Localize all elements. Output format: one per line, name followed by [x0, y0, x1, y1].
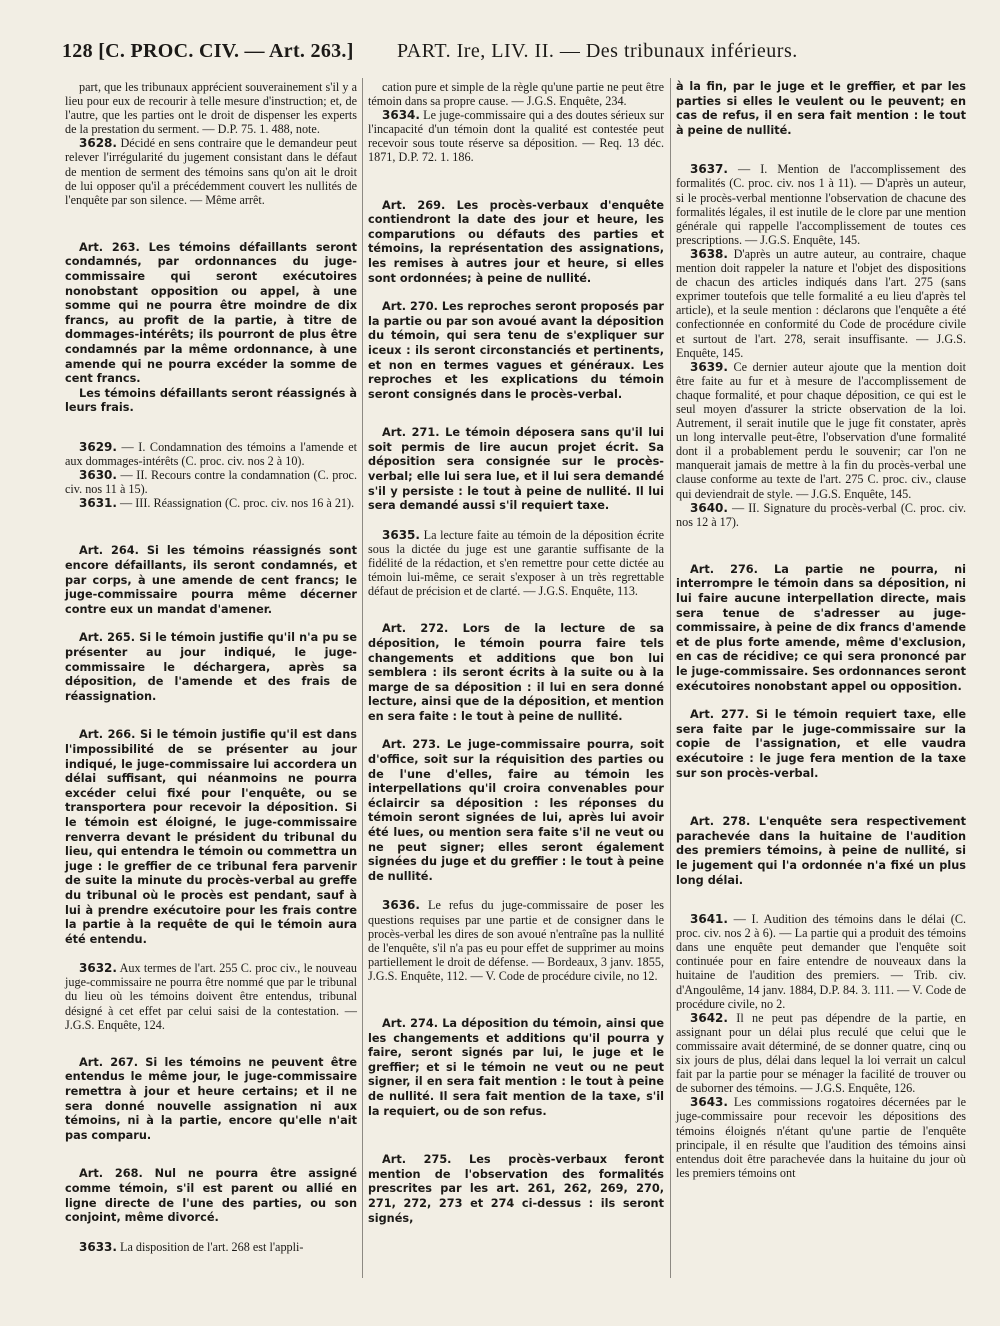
paragraph-text: Art. 265. Si le témoin justifie qu'il n'a pu se présenter au jour indiqué, le juge-commissaire le déchargera, après sa déposition, de l'amende et des frais de réassignation. [65, 631, 357, 703]
paragraph-text: Art. 273. Le juge-commissaire pourra, soit d'office, soit sur la réquisition des parties ou de l'une d'elles, faire au témoin les interpellations qu'il croira convenables pour éclaircir sa déposition : les réponses du témoin seront signées de lui, après lui avoir été lues, ou mention sera faite s'il ne veut ou ne peut signer; elles seront également signées du juge et du greffier : le tout à peine de nullité. [368, 738, 664, 883]
note-paragraph [65, 136, 357, 206]
paragraph-number: 3631. [79, 496, 117, 511]
paragraph-number: 3632. [79, 961, 117, 976]
article-paragraph [368, 1153, 664, 1226]
paragraph-number: 3640. [690, 500, 728, 515]
paragraph-text: à la fin, par le juge et le greffier, et par les parties si elles le veulent ou le peuvent; en cas de refus, il en sera fait mention : le tout à peine de nullité. [676, 80, 966, 137]
paragraph-text: Art. 263. Les témoins défaillants seront condamnés, par ordonnances du juge-commissaire qui seront exécutoires nonobstant opposition ou appel, à une somme qui ne pourra être moindre de dix francs, au profit de la partie, à titre de dommages-intérêts; ils pourront de plus être condamnés par la même ordonnance, à une amende qui ne pourra excéder la somme de cent francs. [65, 240, 357, 386]
article-paragraph [676, 815, 966, 888]
article-paragraph [65, 387, 357, 416]
column-rule-2 [670, 78, 671, 1278]
paragraph-text: Il ne peut pas dépendre de la partie, en assignant pour un délai plus reculé que celui que le commissaire avait déterminé, de se donner quatre, cinq ou six jours de plus, délai dans lequel la loi verrait un calcul fait par la partie pour se ménager la facilité de trouver ou de suborner des témoins. — J.G.S. Enquête, 126. [676, 1010, 967, 1096]
paragraph-text: Art. 276. La partie ne pourra, ni interrompre le témoin dans sa déposition, ni lui faire aucune interpellation directe, mais sera tenue de s'adresser au juge-commissaire, à peine de dix francs d'amende et de plus forte amende, même d'exclusion, en cas de récidive; ce qui sera prononcé par le juge-commissaire. Ses ordonnances seront exécutoires nonobstant appel ou opposition. [676, 562, 966, 693]
paragraph-text: — I. Mention de l'accomplissement des formalités (C. proc. civ. nos 1 à 11). — D'après un auteur, si le procès-verbal mentionne l'observation de chacune des formalités légales, il est inutile de le clore par une mention générale qui rappelle l'accomplissement de toutes ces prescriptions. — J.G.S. Enquête, 145. [676, 162, 966, 247]
paragraph-number: 3641. [690, 912, 728, 927]
paragraph-text: Art. 268. Nul ne pourra être assigné comme témoin, s'il est parent ou allié en ligne directe de l'une des parties, ou son conjoint, même divorcé. [65, 1167, 357, 1225]
note-paragraph [676, 1011, 966, 1096]
header-left: 128 [C. PROC. CIV. — Art. 263.] [62, 40, 354, 62]
article-paragraph [65, 544, 357, 617]
paragraph-text: La disposition de l'art. 268 est l'appli- [120, 1239, 304, 1254]
column-rule-1 [362, 78, 363, 1278]
note-paragraph [368, 80, 664, 108]
paragraph-text: Décidé en sens contraire que le demandeur peut relever l'irrégularité du jugement consistant dans le défaut de mention de serment des témoins sans qu'on ait le droit de lui opposer qu'il a précédemment couvert les nullités de l'enquête par son silence. — Même arrêt. [65, 136, 358, 207]
article-paragraph [676, 80, 966, 138]
page-header [62, 40, 962, 70]
note-paragraph [368, 898, 664, 983]
paragraph-text: Art. 277. Si le témoin requiert taxe, elle sera faite par le juge-commissaire sur la copie de l'assignation, et elle vaudra exécutoire : le juge fera mention de la taxe sur son procès-verbal. [676, 708, 966, 780]
note-paragraph [65, 468, 357, 496]
paragraph-text: Ce dernier auteur ajoute que la mention doit être faite au fur et à mesure de l'accomplissement de chaque formalité, et pour chaque déposition, ce qui est le seul moyen d'assurer la stricte observation de la loi. Autrement, il serait inutile que le juge fit constater, après un long intervalle peut-être, l'observation d'une formalité dont il a probablement perdu le souvenir; car l'on ne manquerait jamais de mettre à la fin du procès-verbal une clause conforme au texte de l'art. 275 C. proc. civ., clause qui deviendrait de style. — J.G.S. Enquête, 145. [676, 359, 966, 501]
paragraph-number: 3633. [79, 1239, 117, 1254]
paragraph-number: 3630. [79, 468, 117, 483]
column-1 [65, 80, 357, 1254]
article-paragraph [368, 426, 664, 514]
paragraph-text: — III. Réassignation (C. proc. civ. nos 16 à 21). [120, 496, 355, 511]
note-paragraph [65, 1240, 357, 1254]
paragraph-text: Art. 272. Lors de la lecture de sa déposition, le témoin pourra faire tels changements et additions que bon lui semblera : ils seront écrits à la suite ou à la marge de sa déposition : il lui en sera donné lecture, ainsi que de la déposition, et mention en sera faite : le tout à peine de nullité. [368, 622, 664, 723]
note-paragraph [676, 162, 966, 247]
paragraph-text: Art. 270. Les reproches seront proposés par la partie ou par son avoué avant la déposition du témoin, qui sera tenu de s'expliquer sur iceux : ils seront circonstanciés et pertinents, et non en termes vagues et généraux. Les reproches et les explications du témoin seront consignés dans le procès-verbal. [368, 300, 664, 401]
note-paragraph [676, 1095, 966, 1180]
paragraph-text: Art. 278. L'enquête sera respectivement parachevée dans la huitaine de l'audition des premiers témoins, à peine de nullité, si le jugement qui l'a ordonnée n'a fixé un plus long délai. [676, 815, 966, 887]
paragraph-text: Art. 264. Si les témoins réassignés sont encore défaillants, ils seront condamnés, et par corps, à une amende de cent francs; le juge-commissaire pourra même décerner contre eux un mandat d'amener. [65, 544, 357, 616]
paragraph-text: part, que les tribunaux apprécient souverainement s'il y a lieu pour eux de recourir à telle mesure d'instruction; et, de l'autre, que les parties ont le droit de dispenser les experts de la prestation du serment. — D.P. 75. 1. 488, note. [65, 80, 357, 137]
note-paragraph [65, 496, 357, 510]
note-paragraph [676, 247, 966, 360]
paragraph-text: Art. 267. Si les témoins ne peuvent être entendus le même jour, le juge-commissaire remettra à jour et heure certains; et il ne sera donné nouvelle assignation ni aux témoins, ni à la partie, encore qu'elle n'ait pas comparu. [65, 1055, 357, 1142]
note-paragraph [368, 528, 664, 598]
paragraph-text: Art. 266. Si le témoin justifie qu'il est dans l'impossibilité de se présenter au jour indiqué, le juge-commissaire lui accordera un délai suffisant, qui néanmoins ne pourra excéder celui fixé pour l'enquête, ou se transportera pour recevoir la déposition. Si le témoin est éloigné, le juge-commissaire renverra devant le président du tribunal du lieu, qui entendra le témoin ou commettra un juge : le greffier de ce tribunal fera parvenir de suite la minute du procès-verbal au greffe du tribunal où le procès est pendant, sauf à lui à prendre exécutoire pour les frais contre la partie à la requête de qui le témoin aura été entendu. [65, 728, 357, 946]
paragraph-number: 3636. [382, 898, 420, 913]
paragraph-number: 3634. [382, 108, 420, 123]
paragraph-text: — II. Recours contre la condamnation (C. proc. civ. nos 11 à 15). [65, 468, 358, 497]
paragraph-text: Le juge-commissaire qui a des doutes sérieux sur l'incapacité d'un témoin dont la qualité est contestée peut recevoir sous toute réserve sa déposition. — Req. 13 déc. 1871, D.P. 72. 1. 186. [368, 108, 665, 165]
note-paragraph [65, 440, 357, 468]
paragraph-number: 3638. [690, 246, 728, 261]
article-paragraph [65, 241, 357, 387]
paragraph-text: Art. 275. Les procès-verbaux feront mention de l'observation des formalités prescrites par les art. 261, 262, 269, 270, 271, 272, 273 et 274 ci-dessus : ils seront signés, [368, 1153, 664, 1225]
paragraph-text: — I. Condamnation des témoins a l'amende et aux dommages-intérêts (C. proc. civ. nos 2 à 10). [65, 439, 358, 469]
paragraph-number: 3628. [79, 136, 117, 151]
paragraph-text: — I. Audition des témoins dans le délai (C. proc. civ. nos 2 à 6). — La partie qui a produit des témoins dans une enquête peut demander que l'enquête soit continuée pour en faire entendre de nouveaux dans la huitaine de l'audition des premiers. — Trib. civ. d'Angoulême, 14 janv. 1884, D.P. 84. 3. 111. — V. Code de procédure civile, no 2. [676, 912, 966, 1011]
paragraph-number: 3643. [690, 1095, 728, 1110]
article-paragraph [676, 563, 966, 694]
note-paragraph [368, 108, 664, 164]
paragraph-text: cation pure et simple de la règle qu'une partie ne peut être témoin dans sa propre cause. — J.G.S. Enquête, 234. [368, 80, 664, 109]
article-paragraph [368, 300, 664, 402]
paragraph-text: Le refus du juge-commissaire de poser les questions requises par une partie et de consigner dans le procès-verbal les dires de son avoué n'entraîne pas la nullité de l'enquête, s'il n'a pas eu pour effet de supprimer au moins partiellement le droit de défense. — Bordeaux, 3 janv. 1855, J.G.S. Enquête, 112. — V. Code de procédure civile, no 12. [368, 898, 664, 983]
paragraph-text: Aux termes de l'art. 255 C. proc civ., le nouveau juge-commissaire ne pourra être nommé que par le tribunal du lieu où les témoins doivent être entendus, tribunal désigné à cet effet par celui saisi de la contestation. — J.G.S. Enquête, 124. [65, 961, 358, 1032]
column-3 [676, 80, 966, 1180]
article-paragraph [65, 728, 357, 947]
paragraph-number: 3629. [79, 439, 117, 454]
article-paragraph [368, 1017, 664, 1119]
paragraph-text: Art. 274. La déposition du témoin, ainsi que les changements et additions qu'il pourra y faire, seront signés par lui, le juge et le greffier; et si le témoin ne veut ou ne peut signer, il en sera fait mention : le tout à peine de nullité. Il sera fait mention de la taxe, s'il la requiert, ou de son refus. [368, 1016, 664, 1118]
paragraph-text: Les commissions rogatoires décernées par le juge-commissaire pour recevoir les dépositions des témoins éloignés n'étant qu'une partie de l'enquête principale, il en résulte que l'audition des témoins ainsi entendus doit être parachevée dans la huitaine du jour où les premiers témoins ont [676, 1095, 967, 1180]
paragraph-text: Art. 271. Le témoin déposera sans qu'il lui soit permis de lire aucun projet écrit. Sa déposition sera consignée sur le procès-verbal; elle lui sera lue, et il lui sera demandé s'il y persiste : le tout à peine de nullité. Il lui sera demandé aussi s'il requiert taxe. [368, 426, 664, 513]
article-paragraph [65, 631, 357, 704]
note-paragraph [676, 501, 966, 529]
paragraph-number: 3635. [382, 527, 420, 542]
article-paragraph [368, 199, 664, 287]
note-paragraph [676, 912, 966, 1011]
header-right: PART. Ire, LIV. II. — Des tribunaux inférieurs. [397, 40, 798, 62]
paragraph-number: 3639. [690, 359, 728, 374]
article-paragraph [368, 622, 664, 724]
column-2 [368, 80, 664, 1226]
paragraph-text: La lecture faite au témoin de la déposition écrite sous la dictée du juge est une garantie suffisante de la fidélité de la rédaction, et s'en remettre pour cette dictée au témoin lui-même, ce serait s'exposer à un très regrettable défaut de précision et de clarté. — J.G.S. Enquête, 113. [368, 527, 664, 599]
article-paragraph [65, 1167, 357, 1225]
paragraph-number: 3637. [690, 162, 728, 177]
note-paragraph [65, 961, 357, 1031]
article-paragraph [65, 1056, 357, 1144]
paragraph-text: Art. 269. Les procès-verbaux d'enquête contiendront la date des jour et heure, les comparutions ou défauts des parties et témoins, la représentation des assignations, les remises à autres jour et heure, si elles sont ordonnées; à peine de nullité. [368, 198, 664, 285]
article-paragraph [368, 738, 664, 884]
paragraph-text: — II. Signature du procès-verbal (C. proc. civ. nos 12 à 17). [676, 500, 966, 529]
paragraph-text: D'après un autre auteur, au contraire, chaque mention doit rappeler la nature et l'objet des dispositions de chacun des articles indiqués dans l'art. 275 (sans exprimer toutefois que telle formalité a eu lieu d'après tel article), et la seule mention : déclarons que l'enquête a été confectionnée en conformité du Code de procédure civile et surtout de l'art. 278, serait insuffisante. — J.G.S. Enquête, 145. [676, 246, 967, 360]
note-paragraph [65, 80, 357, 136]
article-paragraph [676, 708, 966, 781]
paragraph-number: 3642. [690, 1010, 728, 1025]
paragraph-text: Les témoins défaillants seront réassignés à leurs frais. [65, 386, 357, 415]
note-paragraph [676, 360, 966, 501]
